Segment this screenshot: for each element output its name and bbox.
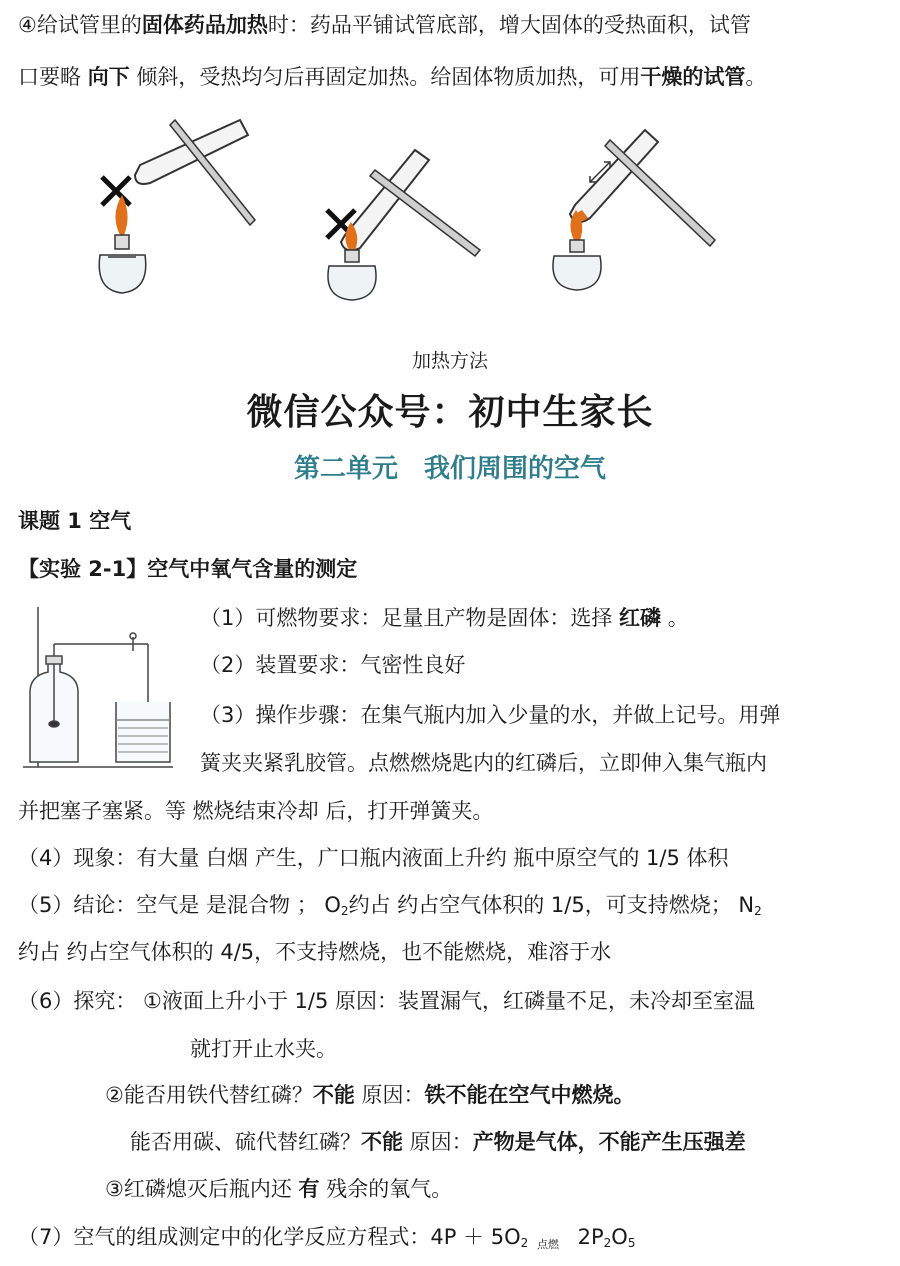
text: O — [611, 1225, 628, 1249]
item-2: （2）装置要求：气密性良好 — [200, 653, 466, 677]
heating-setup-1 — [99, 120, 255, 293]
bold-text: 铁不能在空气中燃烧。 — [424, 1083, 635, 1107]
subscript: 2 — [754, 904, 762, 918]
text: 口要略 — [18, 65, 81, 89]
subscript: 2 — [603, 1236, 612, 1250]
item-7-equation — [18, 1222, 635, 1258]
item-6-line-4 — [130, 1127, 746, 1157]
oxygen-measurement-apparatus — [18, 602, 178, 772]
item-6-line-1: （6）探究： ①液面上升小于 1/5 原因：装置漏气，红磷量不足，未冷却至室温 — [18, 989, 756, 1013]
text: 2P — [570, 1225, 604, 1249]
text: 原因： — [403, 1130, 473, 1154]
figure-caption: 加热方法 — [411, 350, 488, 372]
item-6-line-5 — [105, 1174, 452, 1204]
bold-text: 红磷 — [619, 606, 662, 630]
item-4: （4）现象：有大量 白烟 产生，广口瓶内液面上升约 瓶中原空气的 1/5 体积 — [18, 846, 729, 870]
bold-text: 干燥的试管 — [640, 65, 746, 89]
bold-text: 不能 — [361, 1130, 403, 1154]
bold-text: 有 — [298, 1177, 320, 1201]
text: 原因： — [354, 1083, 425, 1107]
bold-text: 不能 — [312, 1083, 355, 1107]
condition-text: 点燃 — [536, 1238, 559, 1251]
text: （7）空气的组成测定中的化学反应方程式：4P ＋ 5O — [18, 1225, 521, 1249]
text: ③红磷熄灭后瓶内还 — [105, 1177, 299, 1201]
heating-setup-3 — [553, 130, 715, 290]
bold-text: 固体药品加热 — [141, 13, 268, 37]
text: 。 — [667, 606, 689, 630]
test-tube-holder — [605, 140, 715, 246]
experiment-title: 【实验 2-1】空气中氧气含量的测定 — [18, 557, 358, 581]
subscript: 5 — [627, 1236, 636, 1250]
item-5-line-1 — [18, 890, 762, 926]
intro-line-1 — [18, 10, 751, 40]
text: （1）可燃物要求：足量且产物是固体：选择 — [200, 606, 613, 630]
item-3-line-2: 簧夹夹紧乳胶管。点燃燃烧匙内的红磷后，立即伸入集气瓶内 — [200, 751, 767, 775]
subscript: 2 — [520, 1236, 529, 1250]
unit-title: 第二单元 我们周围的空气 — [293, 454, 606, 484]
text: 倾斜，受热均匀后再固定加热。给固体物质加热，可用 — [136, 65, 641, 89]
text: 能否用碳、硫代替红磷？ — [130, 1130, 361, 1154]
text: 残余的氧气。 — [319, 1177, 453, 1201]
text: 约占 约占空气体积的 1/5，可支持燃烧； N — [348, 893, 755, 917]
text: 时：药品平铺试管底部，增大固体的受热面积，试管 — [267, 13, 751, 37]
alcohol-lamp — [328, 250, 376, 300]
lesson-title: 课题 1 空气 — [18, 509, 132, 533]
item-6-line-2: 就打开止水夹。 — [190, 1037, 337, 1061]
bold-text: 向下 — [87, 65, 130, 89]
heating-methods-figure — [80, 105, 740, 305]
text: 。 — [745, 65, 767, 89]
item-3-line-3: 并把塞子塞紧。等 燃烧结束冷却 后，打开弹簧夹。 — [18, 799, 494, 823]
item-3-line-1: （3）操作步骤：在集气瓶内加入少量的水，并做上记号。用弹 — [200, 703, 781, 727]
heating-setup-2 — [327, 150, 480, 300]
item-1 — [200, 603, 689, 633]
text: ④给试管里的 — [18, 13, 142, 37]
intro-line-2 — [18, 62, 766, 92]
cross-icon — [102, 177, 130, 205]
item-6-line-3 — [105, 1080, 635, 1110]
alcohol-lamp — [553, 240, 601, 290]
watermark-text: 微信公众号：初中生家长 — [246, 392, 654, 433]
item-5-line-2: 约占 约占空气体积的 4/5，不支持燃烧，也不能燃烧，难溶于水 — [18, 940, 612, 964]
text: ②能否用铁代替红磷？ — [105, 1083, 313, 1107]
subscript: 2 — [340, 904, 349, 918]
alcohol-lamp — [99, 235, 146, 293]
bold-text: 产物是气体，不能产生压强差 — [472, 1130, 746, 1154]
text: （5）结论：空气是 是混合物 ； O — [18, 893, 341, 917]
